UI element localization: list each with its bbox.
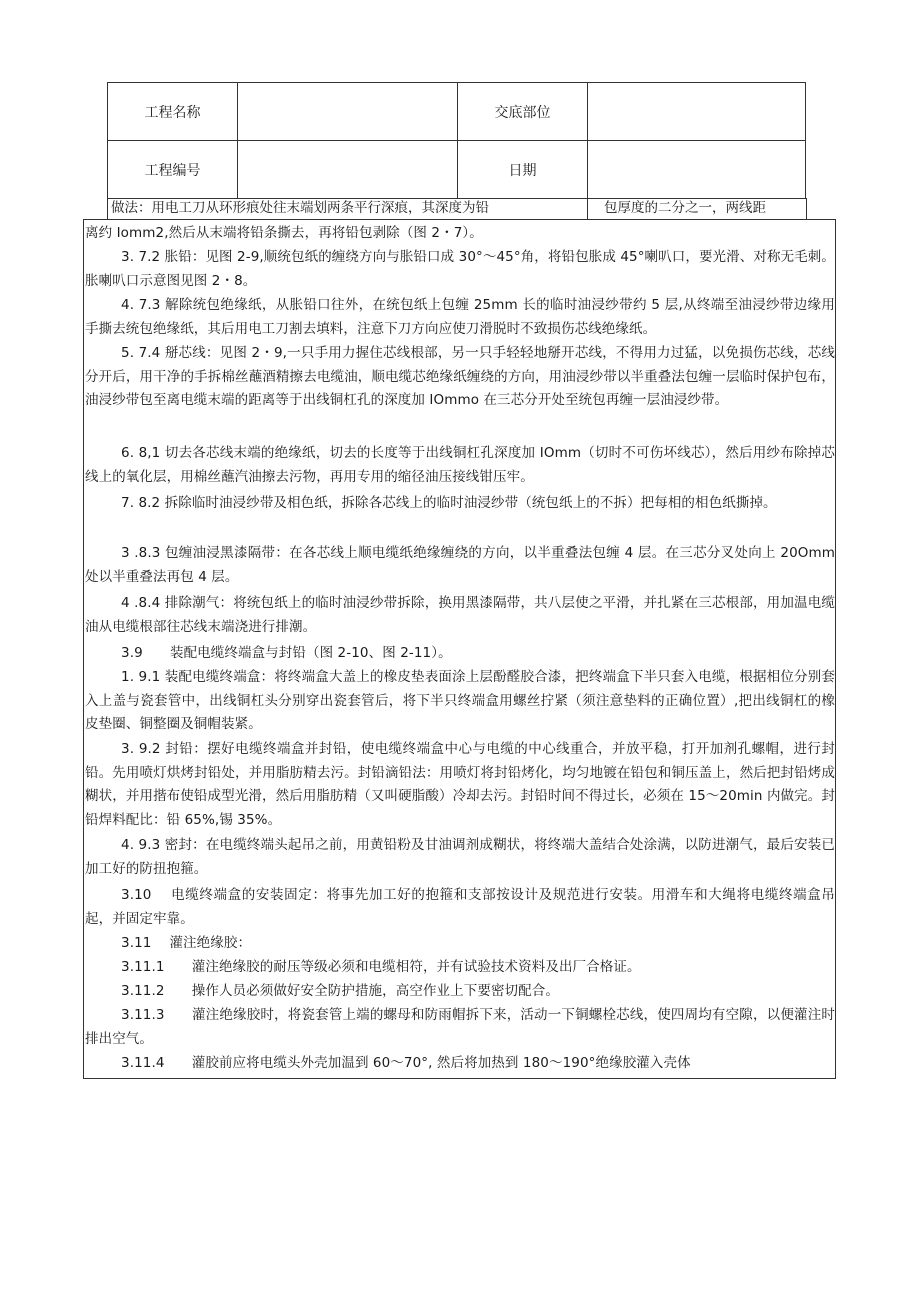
paragraph: 3.9 装配电缆终端盒与封铅（图 2-10、图 2-11）。 (121, 645, 452, 661)
date-label: 日期 (458, 141, 588, 199)
project-name-value[interactable] (238, 83, 458, 141)
paragraph: 5. 7.4 掰芯线：见图 2・9,一只手用力握住芯线根部，另一只手轻轻地掰开芯线，不得用力过猛，以免损伤芯线，芯线分开后，用干净的手拆棉丝蘸酒精擦去电缆油，顺电缆芯绝缘纸缠绕的方向，用油浸纱带以半重叠法包缠一层临时保护包布，油浸纱带包至离电缆末端的距离等于出线铜杠孔的深度加 IOmmo 在三芯分开处至统包再缠一层油浸纱带。 (85, 345, 835, 408)
handover-part-label: 交底部位 (458, 83, 588, 141)
paragraph: 3. 9.2 封铅：摆好电缆终端盒并封铅，使电缆终端盒中心与电缆的中心线重合，并放平稳，打开加剂孔螺帽，进行封铅。先用喷灯烘烤封铅处，并用脂肪精去污。封铅滴铅法：用喷灯将封铅烤化，均匀地镀在铅包和铜压盖上，然后把封铅烤成糊状，并用揩布使铅成型光滑，然后用脂肪精（又叫硬脂酸）冷却去污。封铅时间不得过长，必须在 15～20min 内做完。封铅焊料配比：铅 65%,锡 35%。 (85, 741, 835, 828)
paragraph: 3. 7.2 胀铅：见图 2-9,顺统包纸的缠绕方向与胀铅口成 30°～45°角，将铅包胀成 45°喇叭口，要光滑、对称无毛刺。胀喇叭口示意图见图 2・8。 (85, 249, 835, 289)
handover-part-value[interactable] (588, 83, 806, 141)
column-divider (587, 198, 588, 219)
paragraph: 4. 7.3 解除统包绝缘纸，从胀铅口往外，在统包纸上包缠 25mm 长的临时油浸纱带约 5 层,从终端至油浸纱带边缘用手撕去统包绝缘纸，其后用电工刀割去填料，注意下刀方向应使刀滑脱时不致损伤芯线绝缘纸。 (85, 297, 835, 337)
paragraph: 3.11.3 灌注绝缘胶时，将瓷套管上端的螺母和防雨帽拆下来，活动一下铜螺栓芯线，使四周均有空隙，以便灌注时排出空气。 (85, 1007, 835, 1047)
paragraph: 1. 9.1 装配电缆终端盒：将终端盒大盖上的橡皮垫表面涂上层酚醛胶合漆，把终端盒下半只套入电缆，根据相位分别套入上盖与瓷套管中，出线铜杠头分别穿出瓷套管后，将下半只终端盒用螺丝拧紧（须注意垫料的正确位置）,把出线铜杠的橡皮垫圈、铜整圈及铜帽装紧。 (85, 669, 835, 732)
paragraph: 6. 8,1 切去各芯线末端的绝缘纸，切去的长度等于出线铜杠孔深度加 IOmm（切时不可伤坏线芯），然后用纱布除掉芯线上的氧化层，用棉丝蘸汽油擦去污物，再用专用的缩径油压接线钳压牢。 (85, 445, 835, 485)
paragraph: 7. 8.2 拆除临时油浸纱带及相色纸，拆除各芯线上的临时油浸纱带（统包纸上的不拆）把每相的相色纸撕掉。 (121, 495, 777, 511)
paragraph: 3.11 灌注绝缘胶： (121, 935, 252, 951)
content-box (83, 219, 836, 1079)
paragraph: 3.11.1 灌注绝缘胶的耐压等级必须和电缆相符，并有试验技术资料及出厂合格证。 (121, 959, 641, 975)
method-text-right: 包厚度的二分之一，两线距 (604, 200, 766, 216)
paragraph: 3.11.2 操作人员必须做好安全防护措施，高空作业上下要密切配合。 (121, 983, 559, 999)
paragraph: 3.11.4 灌胶前应将电缆头外壳加温到 60～70°, 然后将加热到 180～190°绝缘胶灌入壳体 (121, 1055, 691, 1071)
paragraph: 3.10 电缆终端盒的安装固定：将事先加工好的抱箍和支部按设计及规范进行安装。用滑车和大绳将电缆终端盒吊起，并固定牢靠。 (85, 887, 835, 927)
paragraph: 4 .8.4 排除潮气：将统包纸上的临时油浸纱带拆除，换用黑漆隔带，共八层使之平滑，并扎紧在三芯根部，用加温电缆油从电缆根部往芯线末端浇进行排潮。 (85, 595, 835, 635)
date-value[interactable] (588, 141, 806, 199)
project-number-value[interactable] (238, 141, 458, 199)
paragraph: 3 .8.3 包缠油浸黑漆隔带：在各芯线上顺电缆纸绝缘缠绕的方向，以半重叠法包缠 4 层。在三芯分叉处向上 20Omm 处以半重叠法再包 4 层。 (85, 545, 835, 585)
info-table (107, 82, 806, 199)
method-row (107, 198, 807, 219)
method-text-left: 做法：用电工刀从环形痕处往末端划两条平行深痕，其深度为铅 (111, 200, 489, 216)
project-number-label: 工程编号 (108, 141, 238, 199)
project-name-label: 工程名称 (108, 83, 238, 141)
paragraph: 4. 9.3 密封：在电缆终端头起吊之前，用黄铅粉及甘油调剂成糊状，将终端大盖结合处涂满，以防进潮气，最后安装已加工好的防扭抱箍。 (85, 837, 835, 877)
paragraph: 离约 Iomm2,然后从末端将铅条撕去，再将铅包剥除（图 2・7）。 (85, 225, 483, 241)
